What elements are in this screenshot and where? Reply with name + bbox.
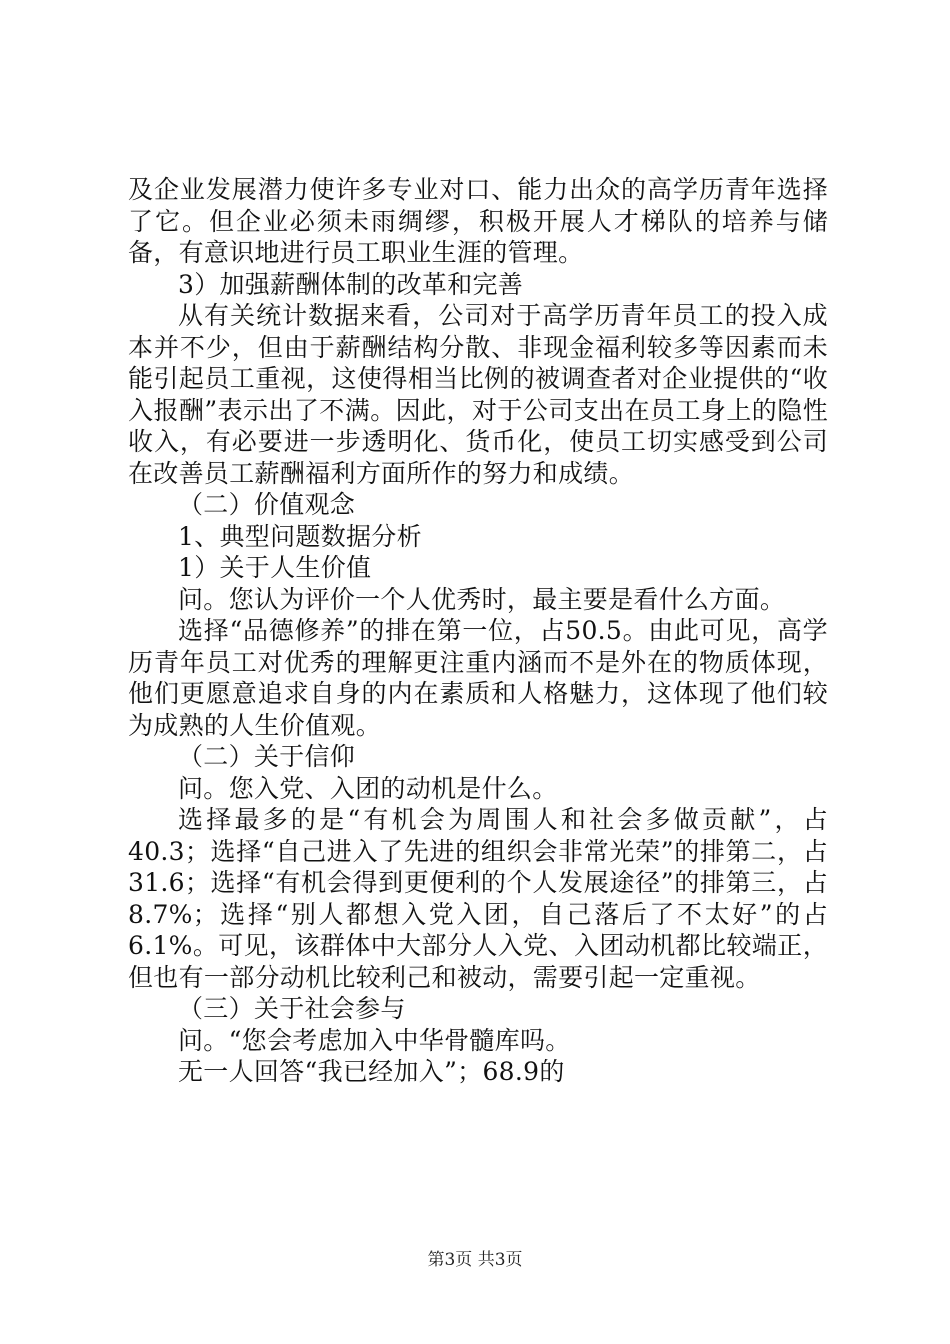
question-belief: 问。您入党、入团的动机是什么。 — [178, 773, 558, 803]
heading-values: （二）价值观念 — [178, 490, 356, 519]
heading-life-value: 1）关于人生价值 — [178, 553, 372, 582]
paragraph-social-participation: 无一人回答“我已经加入”；68.9的 — [178, 1057, 565, 1086]
paragraph-life-value: 选择“品德修养”的排在第一位，占50.5。由此可见，高学历青年员工对优秀的理解更注重内涵而不是外在的物质体现，他们更愿意追求自身的内在素质和人格魅力，这体现了他们较为成熟的人生价值观。 — [128, 616, 828, 740]
paragraph-salary: 从有关统计数据来看，公司对于高学历青年员工的投入成本并不少，但由于薪酬结构分散、非现金福利较多等因素而未能引起员工重视，这使得相当比例的被调查者对企业提供的“收入报酬”表示出了不满。因此，对于公司支出在员工身上的隐性收入，有必要进一步透明化、货币化，使员工切实感受到公司在改善员工薪酬福利方面所作的努力和成绩。 — [128, 301, 828, 488]
heading-data-analysis: 1、典型问题数据分析 — [178, 521, 422, 551]
document-body — [128, 174, 828, 1088]
heading-salary-reform: 3）加强薪酬体制的改革和完善 — [178, 269, 524, 299]
page-footer: 第3页 共3页 — [427, 1250, 523, 1270]
paragraph-belief: 选择最多的是“有机会为周围人和社会多做贡献”，占40.3；选择“自己进入了先进的组织会非常光荣”的排第二，占31.6；选择“有机会得到更便利的个人发展途径”的排第三，占8.7%；选择“别人都想入党入团，自己落后了不太好”的占6.1%。可见，该群体中大部分人入党、入团动机都比较端正，但也有一部分动机比较利己和被动，需要引起一定重视。 — [128, 805, 828, 992]
paragraph-continuation: 及企业发展潜力使许多专业对口、能力出众的高学历青年选择了它。但企业必须未雨绸缪，积极开展人才梯队的培养与储备，有意识地进行员工职业生涯的管理。 — [128, 175, 828, 267]
question-social-participation: 问。“您会考虑加入中华骨髓库吗。 — [178, 1025, 571, 1055]
heading-social-participation: （三）关于社会参与 — [178, 994, 406, 1023]
heading-belief: （二）关于信仰 — [178, 742, 356, 771]
question-life-value: 问。您认为评价一个人优秀时，最主要是看什么方面。 — [178, 584, 786, 614]
